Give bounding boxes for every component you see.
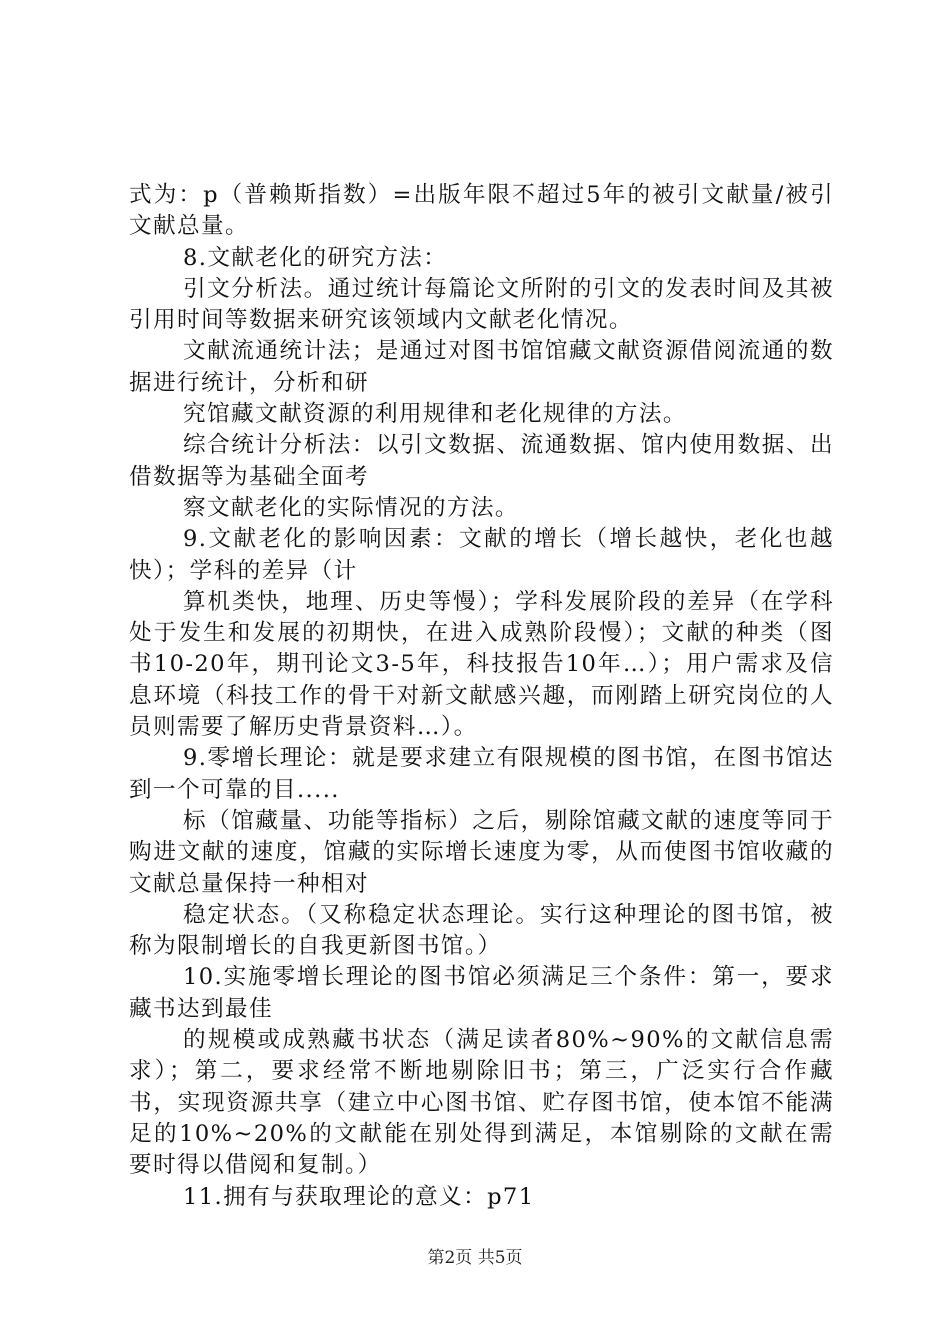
heading-aging-research-methods: 8.文献老化的研究方法： <box>183 244 448 271</box>
paragraph-aging-factors-cont: 算机类快，地理、历史等慢）；学科发展阶段的差异（在学科处于发生和发展的初期快，在进入成熟阶段慢）；文献的种类（图书10-20年，期刊论文3-5年，科技报告10年…）；用户需求及信息环境（科技工作的骨干对新文献感兴趣，而刚踏上研究岗位的人员则需要了解历史背景资料…）。 <box>129 588 834 741</box>
heading-zero-growth-theory: 9.零增长理论：就是要求建立有限规模的图书馆，在图书馆达到一个可靠的目..... <box>129 745 834 803</box>
document-body <box>129 180 834 1213</box>
paragraph-comprehensive-analysis: 综合统计分析法：以引文数据、流通数据、馆内使用数据、出借数据等为基础全面考 <box>129 432 834 490</box>
heading-zero-growth-conditions: 10.实施零增长理论的图书馆必须满足三个条件：第一，要求藏书达到最佳 <box>129 964 834 1022</box>
heading-ownership-access-theory: 11.拥有与获取理论的意义：p71 <box>183 1183 535 1210</box>
paragraph-circulation-statistics-cont: 究馆藏文献资源的利用规律和老化规律的方法。 <box>183 401 687 428</box>
heading-aging-factors: 9.文献老化的影响因素：文献的增长（增长越快，老化也越快）；学科的差异（计 <box>129 526 834 584</box>
paragraph-steady-state: 稳定状态。（又称稳定状态理论。实行这种理论的图书馆，被称为限制增长的自我更新图书馆。） <box>129 901 834 960</box>
paragraph-zero-growth-conditions-cont: 的规模或成熟藏书状态（满足读者80%~90%的文献信息需求）；第二，要求经常不断地剔除旧书；第三，广泛实行合作藏书，实现资源共享（建立中心图书馆、贮存图书馆，使本馆不能满足的10%~20%的文献能在别处得到满足，本馆剔除的文献在需要时得以借阅和复制。） <box>129 1027 834 1179</box>
page-footer: 第2页 共5页 <box>427 1248 523 1268</box>
paragraph-zero-growth-definition: 标（馆藏量、功能等指标）之后，剔除馆藏文献的速度等同于购进文献的速度，馆藏的实际增长速度为零，从而使图书馆收藏的文献总量保持一种相对 <box>129 807 834 897</box>
paragraph-citation-analysis: 引文分析法。通过统计每篇论文所附的引文的发表时间及其被引用时间等数据来研究该领域内文献老化情况。 <box>129 275 834 334</box>
paragraph-comprehensive-analysis-cont: 察文献老化的实际情况的方法。 <box>183 494 519 521</box>
paragraph-circulation-statistics: 文献流通统计法；是通过对图书馆馆藏文献资源借阅流通的数据进行统计，分析和研 <box>129 338 834 396</box>
paragraph-formula-continuation: 式为：p（普赖斯指数）=出版年限不超过5年的被引文献量/被引文献总量。 <box>129 182 834 240</box>
